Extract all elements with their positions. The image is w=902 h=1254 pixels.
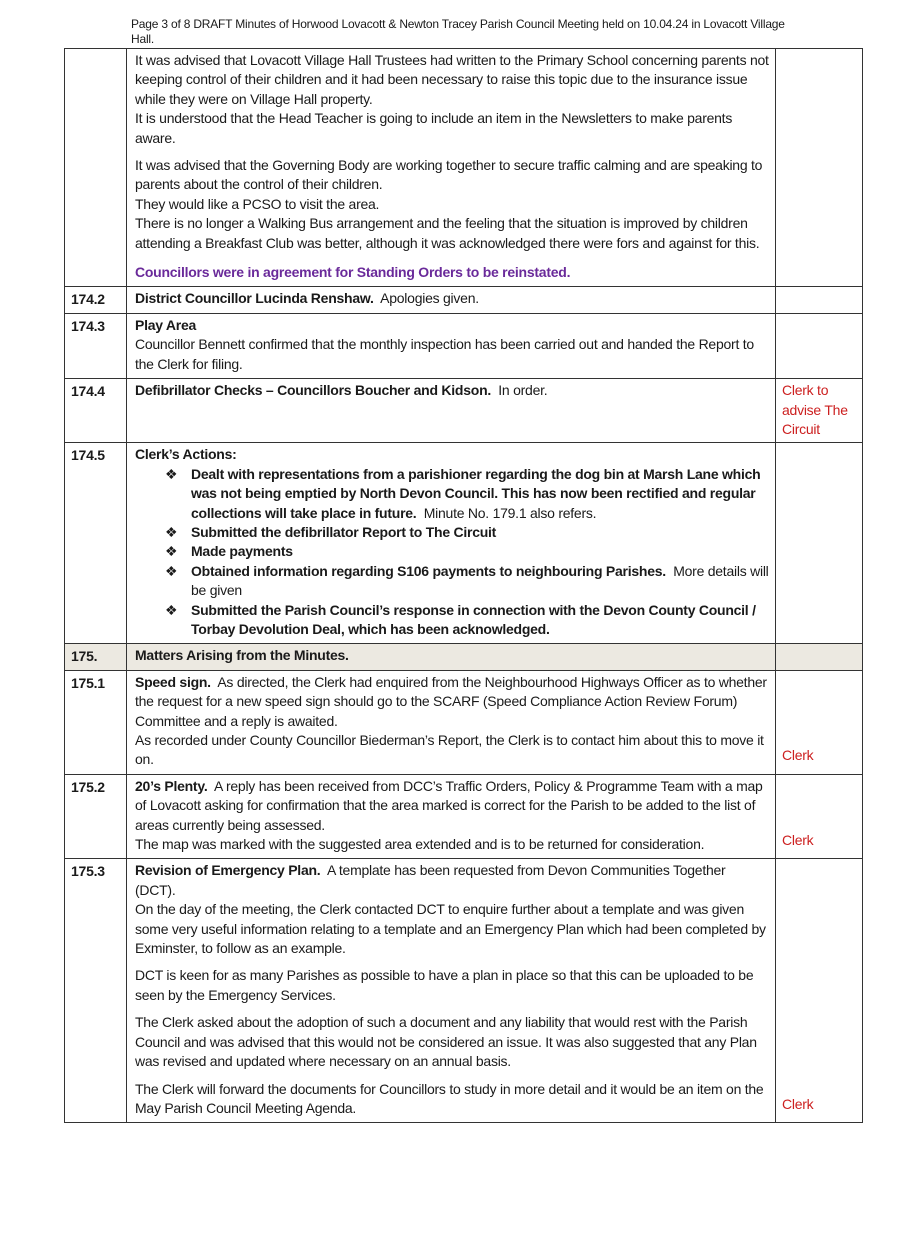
paragraph: It is understood that the Head Teacher is going to include an item in the Newsletters to make parents aware. <box>135 110 733 146</box>
minute-number: 174.3 <box>65 313 127 378</box>
action-bold-text: Dealt with representations from a parishioner regarding the dog bin at Marsh Lane which was not being emptied by North Devon Council. This has now been rectified and regular collections will take place in future. <box>191 465 761 521</box>
paragraph: There is no longer a Walking Bus arrangement and the feeling that the situation is improved by children attending a Breakfast Club was better, although it was acknowledged there were fors and against for this. <box>135 215 760 251</box>
action-cell <box>776 313 863 378</box>
clerk-actions-list <box>135 465 769 640</box>
list-item <box>165 465 769 523</box>
minute-body-cell <box>127 287 776 313</box>
minute-title: Revision of Emergency Plan. <box>135 862 321 879</box>
paragraph: It was advised that the Governing Body are working together to secure traffic calming and are speaking to parents about the control of their children. <box>135 157 763 193</box>
minute-text: As directed, the Clerk had enquired from the Neighbourhood Highways Officer as to whether the request for a new speed sign should go to the SCARF (Speed Compliance Action Review Forum) Committee and a reply is awaited. <box>135 673 767 729</box>
action-cell: Clerk <box>776 859 863 1123</box>
action-cell <box>776 287 863 313</box>
list-item <box>165 562 769 601</box>
paragraph: They would like a PCSO to visit the area. <box>135 195 380 212</box>
minute-text: DCT is keen for as many Parishes as possible to have a plan in place so that this can be uploaded to be seen by the Emergency Services. <box>135 967 754 1003</box>
minute-text: Councillor Bennett confirmed that the monthly inspection has been carried out and handed the Report to the Clerk for filing. <box>135 336 754 372</box>
table-row <box>65 313 863 378</box>
action-cell: Clerk <box>776 670 863 774</box>
minute-body-cell <box>127 379 776 443</box>
table-row <box>65 670 863 774</box>
table-row <box>65 49 863 287</box>
minute-body-cell <box>127 774 776 859</box>
minute-number: 175.2 <box>65 774 127 859</box>
minute-number: 174.5 <box>65 443 127 644</box>
minute-body-cell <box>127 859 776 1123</box>
diamond-bullet-icon: ❖ <box>165 543 178 560</box>
minute-text: Apologies given. <box>380 290 479 307</box>
action-cell <box>776 644 863 670</box>
minutes-table <box>64 48 863 1123</box>
minute-number-cell <box>65 49 127 287</box>
table-row <box>65 287 863 313</box>
minute-text: The Clerk will forward the documents for Councillors to study in more detail and it would be an item on the May Parish Council Meeting Agenda. <box>135 1080 764 1116</box>
list-item <box>165 523 769 542</box>
action-cell <box>776 49 863 287</box>
minute-number: 174.4 <box>65 379 127 443</box>
minute-number: 175. <box>65 644 127 670</box>
minute-text: As recorded under County Councillor Biederman’s Report, the Clerk is to contact him about this to move it on. <box>135 732 764 768</box>
action-cell <box>776 443 863 644</box>
action-cell: Clerk <box>776 774 863 859</box>
diamond-bullet-icon: ❖ <box>165 562 178 579</box>
table-row <box>65 443 863 644</box>
minute-body-cell <box>127 443 776 644</box>
list-item <box>165 542 769 561</box>
action-bold-text: Obtained information regarding S106 payments to neighbouring Parishes. <box>191 562 666 579</box>
table-row <box>65 774 863 859</box>
action-bold-text: Submitted the defibrillator Report to The Circuit <box>191 523 497 540</box>
minute-title: Matters Arising from the Minutes. <box>135 647 349 664</box>
minute-number: 175.3 <box>65 859 127 1123</box>
minute-body-cell <box>127 644 776 670</box>
action-bold-text: Submitted the Parish Council’s response in connection with the Devon County Council / Torbay Devolution Deal, which has been acknowledged. <box>191 601 756 637</box>
diamond-bullet-icon: ❖ <box>165 465 178 482</box>
minute-text: A reply has been received from DCC’s Traffic Orders, Policy & Programme Team with a map of Lovacott asking for confirmation that the area marked is correct for the Parish to be added to the list of areas currently being assessed. <box>135 777 763 833</box>
minute-title: Clerk’s Actions: <box>135 446 237 463</box>
minute-text: On the day of the meeting, the Clerk contacted DCT to enquire further about a template and was given some very useful information relating to a template and an Emergency Plan which had been completed by Exminster, to follow as an example. <box>135 901 766 957</box>
minute-title: Play Area <box>135 316 197 333</box>
minute-text: The map was marked with the suggested area extended and is to be returned for consideration. <box>135 836 705 853</box>
action-text: Minute No. 179.1 also refers. <box>423 504 597 521</box>
minute-text: In order. <box>498 382 548 399</box>
list-item <box>165 601 769 640</box>
table-row <box>65 644 863 670</box>
minute-title: Speed sign. <box>135 673 211 690</box>
minute-title: District Councillor Lucinda Renshaw. <box>135 290 374 307</box>
diamond-bullet-icon: ❖ <box>165 523 178 540</box>
action-bold-text: Made payments <box>191 543 293 560</box>
table-row <box>65 859 863 1123</box>
minute-number: 175.1 <box>65 670 127 774</box>
minute-title: Defibrillator Checks – Councillors Boucher and Kidson. <box>135 382 492 399</box>
minute-title: 20’s Plenty. <box>135 777 208 794</box>
minute-text: A template has been requested from Devon Communities Together (DCT). <box>135 862 726 898</box>
action-text: More details will be given <box>191 562 769 599</box>
page-header: Page 3 of 8 DRAFT Minutes of Horwood Lovacott & Newton Tracey Parish Council Meeting held on 10.04.24 in Lovacott Village Hall. <box>131 17 785 46</box>
resolution-text: Councillors were in agreement for Standing Orders to be reinstated. <box>135 264 571 281</box>
action-cell: Clerk to advise The Circuit <box>776 379 863 443</box>
minute-body-cell <box>127 313 776 378</box>
minute-body-cell <box>127 49 776 287</box>
paragraph: It was advised that Lovacott Village Hall Trustees had written to the Primary School concerning parents not keeping control of their children and it had been necessary to raise this topic due to the insurance issue while they were on Village Hall property. <box>135 52 769 107</box>
table-row <box>65 379 863 443</box>
minute-text: The Clerk asked about the adoption of such a document and any liability that would rest with the Parish Council and was advised that this would not be considered an issue. It was also suggested that any Plan was revised and updated where necessary on an annual basis. <box>135 1014 757 1070</box>
minute-number: 174.2 <box>65 287 127 313</box>
diamond-bullet-icon: ❖ <box>165 601 178 618</box>
minute-body-cell <box>127 670 776 774</box>
